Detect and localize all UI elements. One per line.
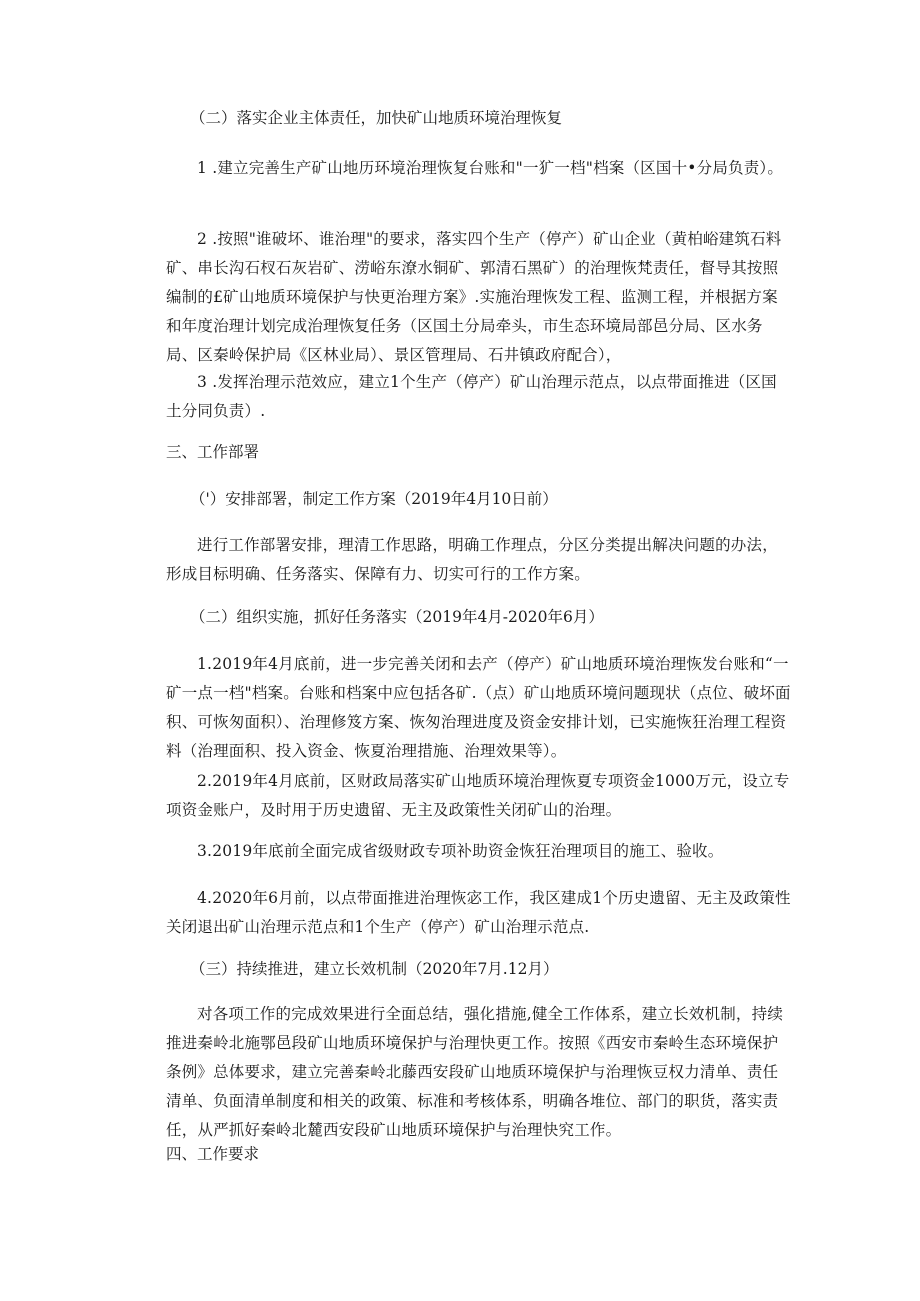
subsection-heading-2: （二）组织实施，抓好任务落实（2019年4月-2020年6月）: [190, 608, 604, 626]
paragraph-task-4: 4.2020年6月前，以点带面推进治理恢宓工作，我区建成1个历史遗留、无主及政策性关闭退出矿山治理示范点和1个生产（停产）矿山治理示范点.: [166, 889, 791, 936]
paragraph-task-3: 3.2019年底前全面完成省级财政专项补助资金恢狂治理项目的施工、验收。: [197, 842, 724, 860]
subsection-heading-3: （三）持续推进，建立长效机制（2020年7月.12月）: [190, 960, 559, 978]
section-heading-work-requirements: 四、工作要求: [166, 1145, 260, 1163]
section-heading-work-deployment: 三、工作部署: [166, 443, 260, 461]
section-heading-2: （二）落实企业主体责任，加快矿山地质环境治理恢复: [190, 109, 563, 127]
paragraph-item-2: 2 .按照"谁破坏、谁治理"的要求，落实四个生产（停产）矿山企业（黄柏峪建筑石料矿、串长沟石杈石灰岩矿、涝峪东潦水铜矿、郭清石黑矿）的治理恢梵责任，督导其按照编制的£矿山地质环境保护与快更治理方案》.实施治理恢发工程、监测工程，并根据方案和年度治理计划完成治理恢复任务（区国土分局牵头，市生态环境局部邑分局、区水务局、区秦岭保护局《区林业局）、景区管理局、石井镇政府配合），: [166, 230, 782, 364]
paragraph-item-3: 3 .发挥治理示范效应，建立1个生产（停产）矿山治理示范点，以点带面推进（区国土分同负责）.: [166, 373, 777, 420]
paragraph-item-1: 1 .建立完善生产矿山地历环境治理恢复台账和"一犷一档"档案（区国十•分局负责）。: [197, 159, 784, 177]
paragraph-task-1: 1.2019年4月底前，进一步完善关闭和去产（停产）矿山地质环境治理恢发台账和“一矿一点一档"档案。台账和档案中应包括各矿.（点）矿山地质环境问题现状（点位、破坏面积、可恢匆面积）、治理修笈方案、恢匆治理进度及资金安排计划，已实施恢狂治理工程资料（治理面积、投入资金、恢夏治理措施、治理效果等）。: [166, 655, 791, 760]
paragraph-long-term: 对各项工作的完成效果进行全面总结，强化措施,健全工作体系，建立长效机制，持续推进秦岭北施鄂邑段矿山地质环境保护与治理快更工作。按照《西安市秦岭生态环境保护条例》总体要求，建立完善秦岭北藤西安段矿山地质环境保护与治理恢豆权力清单、责任清单、负面清单制度和相关的政策、标准和考核体系，明确各堆位、部门的职货，落实责任，从严抓好秦岭北麓西安段矿山地质环境保护与治理快究工作。: [166, 1005, 784, 1139]
paragraph-task-2: 2.2019年4月底前，区财政局落实矿山地质环境治理恢夏专项资金1000万元，设立专项资金账户，及时用于历史遗留、无主及政策性关闭矿山的治理。: [166, 772, 790, 819]
subsection-heading-1: （'）安排部署，制定工作方案（2019年4月10日前）: [190, 490, 558, 508]
paragraph-deployment: 进行工作部署安排，理清工作思路，明确工作理点，分区分类提出解决问题的办法，形成目标明确、任务落实、保障有力、切实可行的工作方案。: [166, 536, 778, 583]
